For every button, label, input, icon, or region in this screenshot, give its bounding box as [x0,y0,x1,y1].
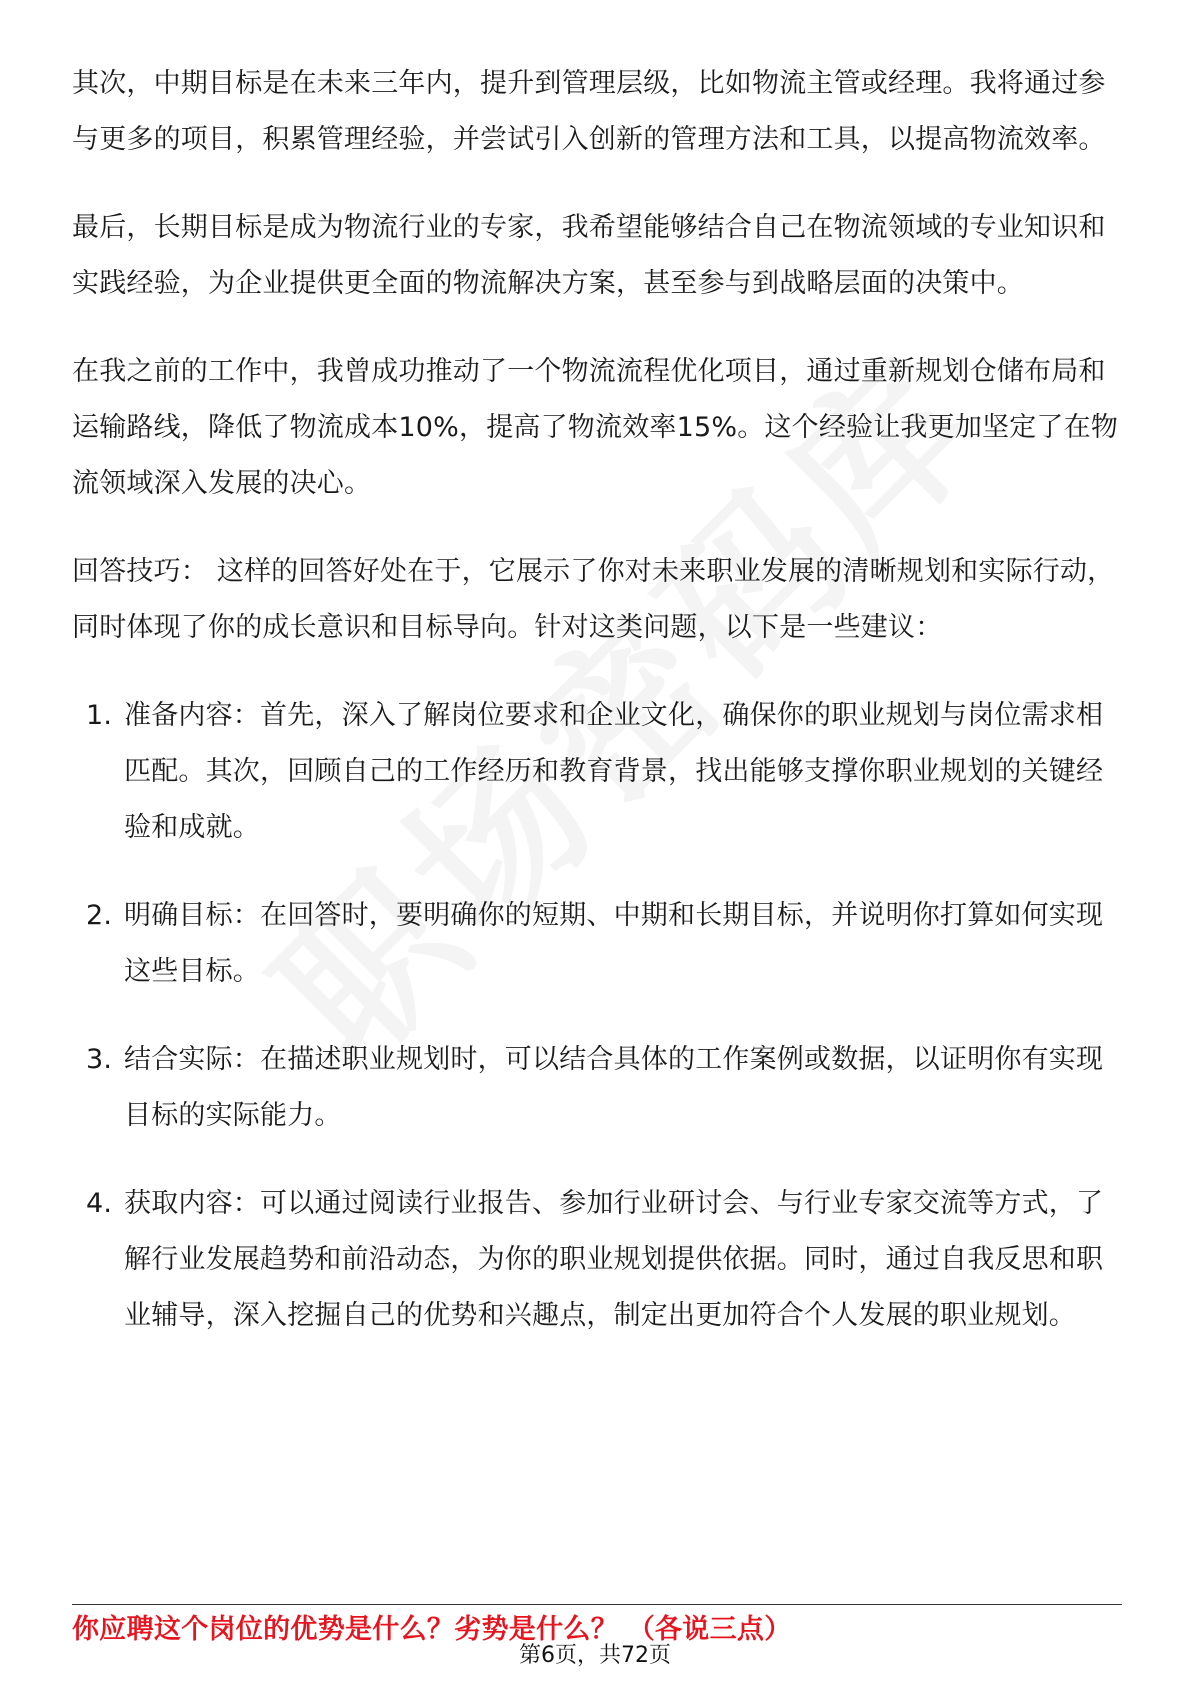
list-item-text: 准备内容：首先，深入了解岗位要求和企业文化，确保你的职业规划与岗位需求相匹配。其次，回顾自己的工作经历和教育背景，找出能够支撑你职业规划的关键经验和成就。 [124,700,1104,843]
main-content [72,56,1122,1376]
list-item-text: 获取内容：可以通过阅读行业报告、参加行业研讨会、与行业专家交流等方式，了解行业发展趋势和前沿动态，为你的职业规划提供依据。同时，通过自我反思和职业辅导，深入挖掘自己的优势和兴趣点，制定出更加符合个人发展的职业规划。 [124,1188,1104,1331]
list-item-number: 2. [86,900,113,931]
paragraph-past-experience: 在我之前的工作中，我曾成功推动了一个物流流程优化项目，通过重新规划仓储布局和运输路线，降低了物流成本10%，提高了物流效率15%。这个经验让我更加坚定了在物流领域深入发展的决心。 [72,356,1119,499]
list-item-text: 明确目标：在回答时，要明确你的短期、中期和长期目标，并说明你打算如何实现这些目标。 [124,900,1104,987]
section-divider [72,1604,1122,1605]
list-item [72,688,1122,856]
list-item-text: 结合实际：在描述职业规划时，可以结合具体的工作案例或数据，以证明你有实现目标的实际能力。 [124,1044,1104,1131]
list-item-number: 1. [86,700,113,731]
page-number: 第6页，共72页 [519,1643,671,1668]
paragraph-long-term-goal: 最后，长期目标是成为物流行业的专家，我希望能够结合自己在物流领域的专业知识和实践经验，为企业提供更全面的物流解决方案，甚至参与到战略层面的决策中。 [72,212,1106,299]
list-item [72,1032,1122,1144]
list-item-number: 3. [86,1044,113,1075]
paragraph-answer-tips: 回答技巧： 这样的回答好处在于，它展示了你对未来职业发展的清晰规划和实际行动，同时体现了你的成长意识和目标导向。针对这类问题，以下是一些建议： [72,556,1115,643]
list-item [72,1176,1122,1344]
tips-list [72,688,1122,1344]
next-question-heading: 你应聘这个岗位的优势是什么？劣势是什么？ （各说三点） [72,1614,792,1645]
list-item [72,888,1122,1000]
list-item-number: 4. [86,1188,113,1219]
paragraph-mid-term-goal: 其次，中期目标是在未来三年内，提升到管理层级，比如物流主管或经理。我将通过参与更多的项目，积累管理经验，并尝试引入创新的管理方法和工具，以提高物流效率。 [72,68,1106,155]
